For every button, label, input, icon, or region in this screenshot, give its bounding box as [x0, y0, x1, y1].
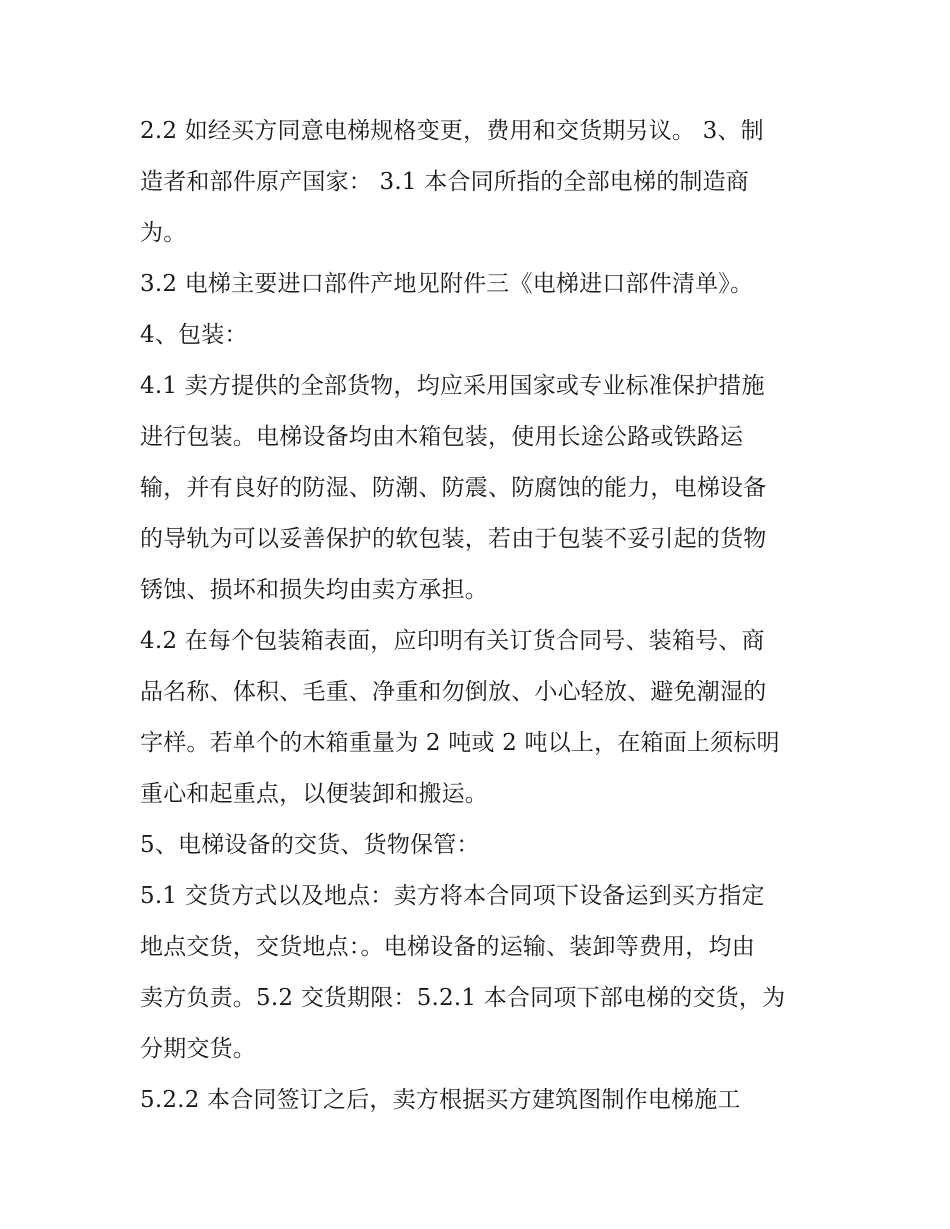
text-line: 4.2 在每个包装箱表面，应印明有关订货合同号、装箱号、商 — [140, 628, 765, 654]
text-line: 地点交货，交货地点：。电梯设备的运输、装卸等费用，均由 — [140, 934, 755, 960]
text-line: 5.1 交货方式以及地点：卖方将本合同项下设备运到买方指定 — [140, 883, 765, 909]
text-line: 锈蚀、损坏和损失均由卖方承担。 — [140, 577, 488, 603]
text-line: 2.2 如经买方同意电梯规格变更，费用和交货期另议。 3、制 — [140, 118, 764, 144]
text-line: 重心和起重点，以便装卸和搬运。 — [140, 781, 488, 807]
text-line: 卖方负责。5.2 交货期限：5.2.1 本合同项下部电梯的交货，为 — [140, 985, 786, 1011]
text-line: 为。 — [140, 220, 187, 246]
text-line: 5.2.2 本合同签订之后，卖方根据买方建筑图制作电梯施工 — [140, 1087, 741, 1113]
text-line: 造者和部件原产国家： 3.1 本合同所指的全部电梯的制造商 — [140, 169, 749, 195]
text-line: 品名称、体积、毛重、净重和勿倒放、小心轻放、避免潮湿的 — [140, 679, 767, 705]
text-line: 进行包装。电梯设备均由木箱包装，使用长途公路或铁路运 — [140, 424, 744, 450]
text-line: 输，并有良好的防湿、防潮、防震、防腐蚀的能力，电梯设备 — [140, 475, 767, 501]
text-line: 分期交货。 — [140, 1036, 256, 1062]
section-heading: 5、电梯设备的交货、货物保管： — [140, 832, 480, 858]
text-line: 的导轨为可以妥善保护的软包装，若由于包装不妥引起的货物 — [140, 526, 767, 552]
document-body — [140, 106, 820, 1126]
text-line: 3.2 电梯主要进口部件产地见附件三《电梯进口部件清单》。 — [140, 271, 754, 297]
text-line: 4.1 卖方提供的全部货物，均应采用国家或专业标准保护措施 — [140, 373, 765, 399]
text-line: 字样。若单个的木箱重量为 2 吨或 2 吨以上，在箱面上须标明 — [140, 730, 780, 756]
section-heading: 4、包装： — [140, 322, 248, 348]
